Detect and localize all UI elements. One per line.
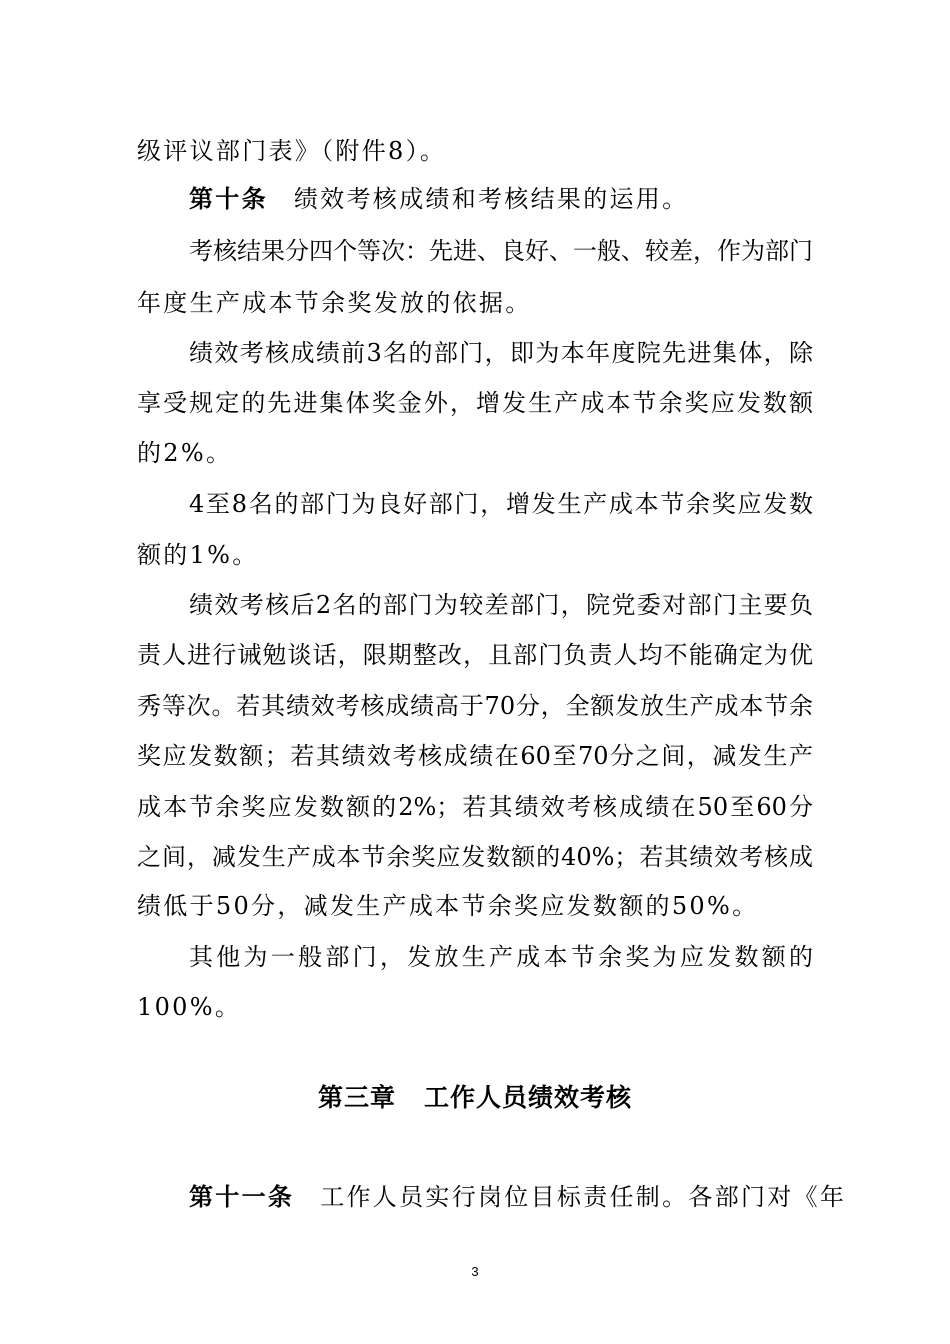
paragraph-line: 责人进行诫勉谈话，限期整改，且部门负责人均不能确定为优	[137, 641, 813, 669]
paragraph-line: 年度生产成本节余奖发放的依据。	[137, 289, 532, 317]
paragraph-line: 成本节余奖应发数额的2%；若其绩效考核成绩在50至60分	[137, 793, 813, 821]
chapter-heading	[0, 1082, 950, 1114]
article-11	[189, 1182, 847, 1212]
paragraph-line: 级评议部门表》（附件8）。	[137, 137, 447, 165]
chapter-number: 第三章	[317, 1083, 396, 1112]
paragraph-line: 绩效考核后2名的部门为较差部门，院党委对部门主要负	[189, 591, 813, 619]
paragraph-line: 奖应发数额；若其绩效考核成绩在60至70分之间，减发生产	[137, 742, 813, 770]
paragraph-line: 绩低于50分，减发生产成本节余奖应发数额的50%。	[137, 892, 759, 920]
paragraph-line: 额的1%。	[137, 541, 259, 569]
paragraph-line: 的2%。	[137, 439, 233, 467]
paragraph-line: 之间，减发生产成本节余奖应发数额的40%；若其绩效考核成	[137, 843, 813, 871]
article-number: 第十一条	[189, 1183, 295, 1211]
paragraph-line: 考核结果分四个等次：先进、良好、一般、较差，作为部门	[189, 237, 813, 265]
paragraph-line: 秀等次。若其绩效考核成绩高于70分，全额发放生产成本节余	[137, 692, 813, 720]
article-number: 第十条	[189, 185, 268, 213]
chapter-title: 工作人员绩效考核	[424, 1083, 633, 1112]
paragraph-line: 4至8名的部门为良好部门，增发生产成本节余奖应发数	[189, 490, 813, 518]
paragraph-line: 绩效考核成绩前3名的部门，即为本年度院先进集体，除	[189, 339, 813, 367]
paragraph-line: 其他为一般部门，发放生产成本节余奖为应发数额的	[189, 943, 813, 971]
article-10	[189, 184, 813, 214]
article-text: 工作人员实行岗位目标责任制。各部门对《年	[320, 1183, 847, 1211]
paragraph-line: 100%。	[137, 993, 242, 1021]
page-number: 3	[471, 1264, 479, 1279]
paragraph-line: 享受规定的先进集体奖金外，增发生产成本节余奖应发数额	[137, 389, 813, 417]
article-text: 绩效考核成绩和考核结果的运用。	[293, 185, 689, 213]
